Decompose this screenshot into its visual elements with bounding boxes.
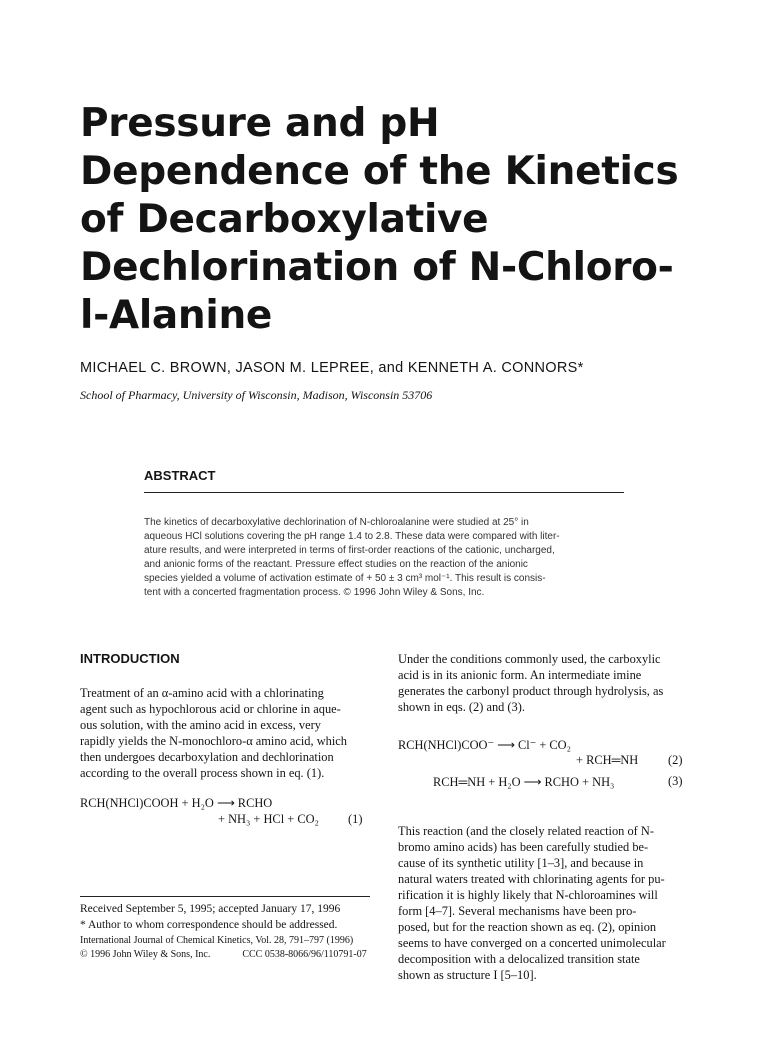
abstract-line: ature results, and were interpreted in terms of first-order reactions of the cationic, uncharged, xyxy=(144,544,555,556)
equation-1-number: (1) xyxy=(348,812,363,826)
text-line: Treatment of an α-amino acid with a chlorinating xyxy=(80,686,324,700)
text-line: seems to have converged on a concerted unimolecular xyxy=(398,936,666,950)
title-line: Pressure and pH xyxy=(80,101,440,146)
footnote-copyright-line xyxy=(80,949,367,960)
text-line: rification it is highly likely that N-chloroamines will xyxy=(398,888,658,902)
equation-3-number: (3) xyxy=(668,774,683,788)
text-line: bromo amino acids) has been carefully studied be- xyxy=(398,840,649,854)
title-line: of Decarboxylative xyxy=(80,197,489,242)
abstract-divider xyxy=(144,492,624,493)
text-line: generates the carbonyl product through hydrolysis, as xyxy=(398,684,664,698)
text-line: Under the conditions commonly used, the carboxylic xyxy=(398,652,661,666)
footnote-ccc: CCC 0538-8066/96/110791-07 xyxy=(242,949,367,960)
introduction-heading: INTRODUCTION xyxy=(80,651,180,666)
equation-2-line-2: + RCH═NH xyxy=(576,753,639,767)
abstract-heading: ABSTRACT xyxy=(144,468,216,483)
abstract-line: and anionic forms of the reactant. Pressure effect studies on the reaction of the anionic xyxy=(144,558,528,570)
text-line: shown in eqs. (2) and (3). xyxy=(398,700,525,714)
author-list: MICHAEL C. BROWN, JASON M. LEPREE, and KENNETH A. CONNORS* xyxy=(80,360,584,376)
equation-2-line-1: RCH(NHCl)COO⁻ ⟶ Cl⁻ + CO₂ xyxy=(398,738,571,752)
text-line: cause of its synthetic utility [1–3], and because in xyxy=(398,856,644,870)
text-line: natural waters treated with chlorinating agents for pu- xyxy=(398,872,665,886)
text-line: form [4–7]. Several mechanisms have been pro- xyxy=(398,904,637,918)
footnote-divider xyxy=(80,896,370,897)
text-line: according to the overall process shown in eq. (1). xyxy=(80,766,325,780)
equation-2-number: (2) xyxy=(668,753,683,767)
equation-3: RCH═NH + H₂O ⟶ RCHO + NH₃ xyxy=(433,775,615,789)
abstract-line: species yielded a volume of activation estimate of + 50 ± 3 cm³ mol⁻¹. This result is consis- xyxy=(144,572,546,584)
introduction-paragraph-1 xyxy=(80,685,370,781)
introduction-paragraph-3 xyxy=(398,823,688,983)
abstract-body xyxy=(144,516,630,599)
text-line: acid is in its anionic form. An intermediate imine xyxy=(398,668,642,682)
affiliation: School of Pharmacy, University of Wisconsin, Madison, Wisconsin 53706 xyxy=(80,388,433,402)
text-line: ous solution, with the amino acid in excess, very xyxy=(80,718,321,732)
footnote-received: Received September 5, 1995; accepted January 17, 1996 xyxy=(80,903,341,915)
title-line: Dechlorination of N-Chloro- xyxy=(80,245,674,290)
title-line: l-Alanine xyxy=(80,293,273,338)
equation-1-line-2: + NH₃ + HCl + CO₂ xyxy=(218,812,319,826)
text-line: decomposition with a delocalized transition state xyxy=(398,952,640,966)
abstract-line: aqueous HCl solutions covering the pH range 1.4 to 2.8. These data were compared with liter- xyxy=(144,530,560,542)
abstract-line: The kinetics of decarboxylative dechlorination of N-chloroalanine were studied at 25° in xyxy=(144,517,529,528)
introduction-paragraph-2 xyxy=(398,651,688,715)
text-line: then undergoes decarboxylation and dechlorination xyxy=(80,750,334,764)
footnote-copyright: © 1996 John Wiley & Sons, Inc. xyxy=(80,949,211,960)
footnote-correspondence: * Author to whom correspondence should be addressed. xyxy=(80,919,338,931)
text-line: posed, but for the reaction shown as eq. (2), opinion xyxy=(398,920,657,934)
abstract-line: tent with a concerted fragmentation process. © 1996 John Wiley & Sons, Inc. xyxy=(144,586,485,598)
text-line: agent such as hypochlorous acid or chlorine in aque- xyxy=(80,702,341,716)
page-title xyxy=(80,100,710,340)
equation-1-line-1: RCH(NHCl)COOH + H₂O ⟶ RCHO xyxy=(80,796,273,810)
text-line: This reaction (and the closely related reaction of N- xyxy=(398,824,654,838)
title-line: Dependence of the Kinetics xyxy=(80,149,679,194)
text-line: rapidly yields the N-monochloro-α amino acid, which xyxy=(80,734,347,748)
text-line: shown as structure I [5–10]. xyxy=(398,968,537,982)
footnote-journal: International Journal of Chemical Kinetics, Vol. 28, 791–797 (1996) xyxy=(80,935,354,946)
